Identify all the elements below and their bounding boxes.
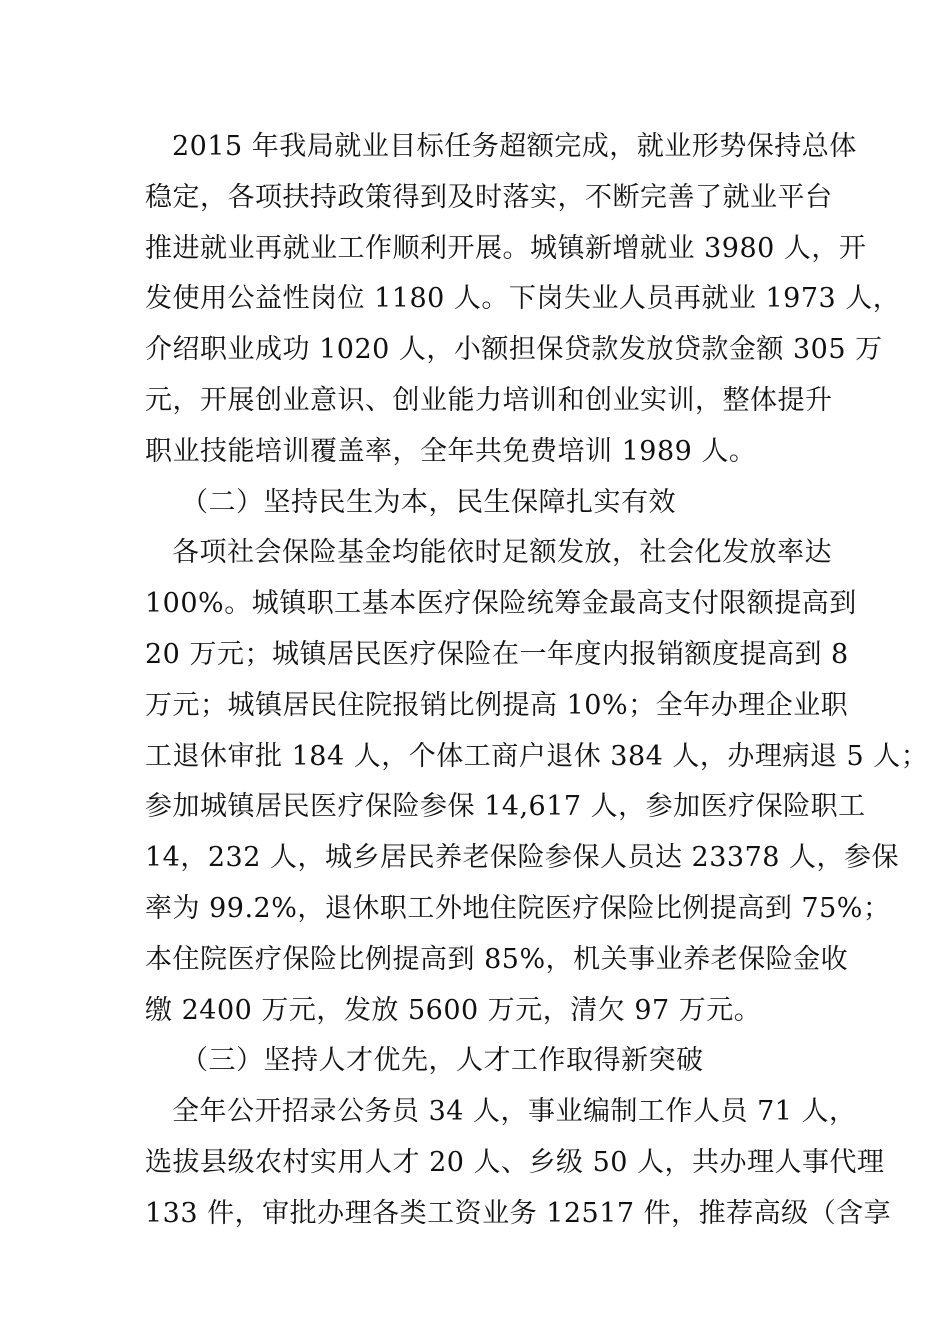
paragraph-line: 参加城镇居民医疗保险参保 14,617 人，参加医疗保险职工	[145, 791, 866, 823]
paragraph-line: 元，开展创业意识、创业能力培训和创业实训，整体提升	[145, 384, 833, 416]
paragraph-line: 133 件，审批办理各类工资业务 12517 件，推荐高级（含享	[145, 1197, 892, 1229]
document-body	[145, 122, 929, 1240]
paragraph-line: 职业技能培训覆盖率，全年共免费培训 1989 人。	[145, 435, 757, 467]
paragraph-line: 万元；城镇居民住院报销比例提高 10%；全年办理企业职	[145, 689, 849, 721]
paragraph-line: 缴 2400 万元，发放 5600 万元，清欠 97 万元。	[145, 994, 762, 1026]
paragraph-line: 率为 99.2%，退休职工外地住院医疗保险比例提高到 75%；	[145, 892, 891, 924]
paragraph-line: 稳定，各项扶持政策得到及时落实，不断完善了就业平台	[145, 181, 833, 213]
section-heading-welfare: （二）坚持民生为本，民生保障扎实有效	[181, 486, 676, 518]
paragraph-line: 全年公开招录公务员 34 人，事业编制工作人员 71 人，	[172, 1096, 857, 1128]
paragraph-line: 介绍职业成功 1020 人，小额担保贷款发放贷款金额 305 万	[145, 334, 883, 366]
paragraph-line: 100%。城镇职工基本医疗保险统筹金最高支付限额提高到	[145, 588, 857, 620]
paragraph-line: 本住院医疗保险比例提高到 85%，机关事业养老保险金收	[145, 943, 849, 975]
paragraph-line: 推进就业再就业工作顺利开展。城镇新增就业 3980 人，开	[145, 232, 867, 264]
employment-paragraph	[145, 122, 901, 478]
paragraph-line: 发使用公益性岗位 1180 人。下岗失业人员再就业 1973 人，	[145, 283, 901, 315]
paragraph-line: 工退休审批 184 人，个体工商户退休 384 人，办理病退 5 人；	[145, 740, 929, 772]
welfare-paragraph	[145, 528, 929, 1036]
paragraph-line: 2015 年我局就业目标任务超额完成，就业形势保持总体	[172, 131, 857, 162]
paragraph-line: 选拔县级农村实用人才 20 人、乡级 50 人，共办理人事代理	[145, 1146, 885, 1178]
paragraph-line: 20 万元；城镇居民医疗保险在一年度内报销额度提高到 8	[145, 638, 849, 670]
paragraph-line: 各项社会保险基金均能依时足额发放，社会化发放率达	[172, 537, 832, 569]
section-heading-talent: （三）坚持人才优先，人才工作取得新突破	[181, 1045, 704, 1077]
paragraph-line: 14，232 人，城乡居民养老保险参保人员达 23378 人，参保	[145, 842, 900, 874]
talent-paragraph	[145, 1087, 892, 1239]
